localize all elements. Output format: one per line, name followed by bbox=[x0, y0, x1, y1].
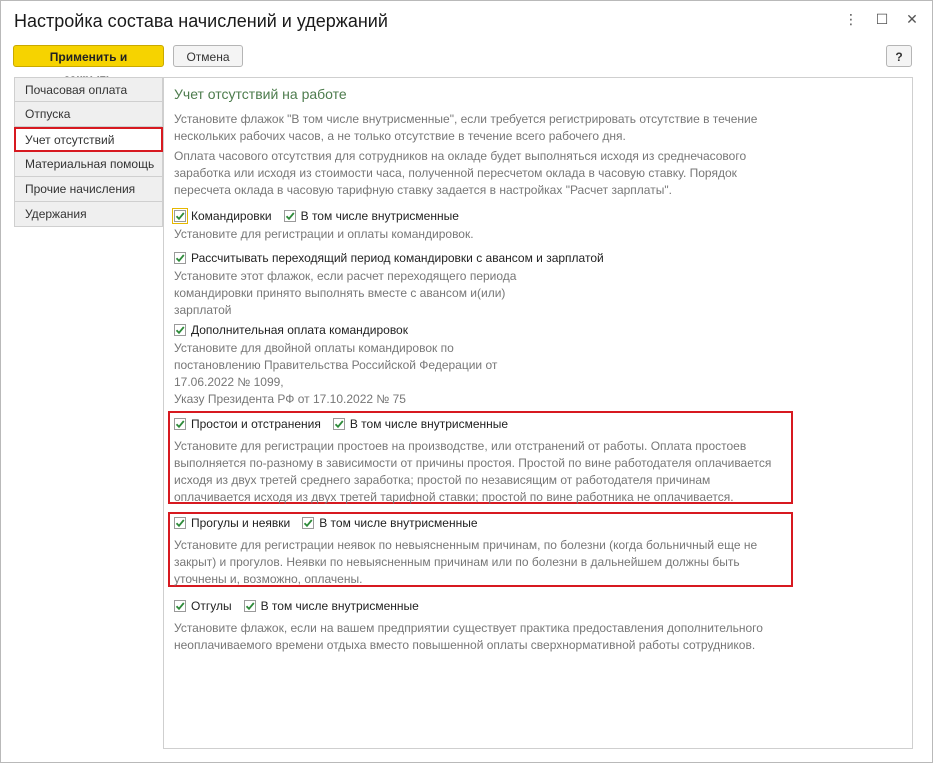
close-icon[interactable]: ✕ bbox=[906, 11, 918, 27]
absences-intrashift-checkbox[interactable] bbox=[302, 517, 314, 529]
intro-line: Оплата часового отсутствия для сотрудников на окладе будет выполняться исходя из среднечасового bbox=[174, 149, 747, 163]
checkmark-icon bbox=[175, 601, 185, 611]
checkmark-icon bbox=[334, 419, 344, 429]
sidebar bbox=[14, 77, 163, 227]
checkmark-icon bbox=[175, 419, 185, 429]
trips-label: Командировки bbox=[191, 209, 272, 223]
transition-description bbox=[174, 268, 516, 319]
timeoff-description bbox=[174, 620, 763, 654]
desc-line: выполняется по-разному в зависимости от причины простоя. Простой по вине работодателя оплачивается bbox=[174, 456, 772, 470]
transition-label: Рассчитывать переходящий период командировки с авансом и зарплатой bbox=[191, 251, 604, 265]
desc-line: Установите для двойной оплаты командировок по bbox=[174, 341, 454, 355]
trips-intrashift-checkbox[interactable] bbox=[284, 210, 296, 222]
extra-pay-description bbox=[174, 340, 497, 408]
timeoff-row bbox=[174, 598, 431, 614]
absences-description bbox=[174, 537, 757, 588]
absences-label: Прогулы и неявки bbox=[191, 516, 291, 530]
downtime-intrashift-label: В том числе внутрисменные bbox=[349, 417, 509, 431]
desc-line: оплачивается исходя из двух третей тарифной ставки; простой по вине работника не оплачивается. bbox=[174, 490, 734, 504]
more-icon[interactable]: ⋮ bbox=[844, 11, 858, 27]
downtime-row bbox=[174, 416, 520, 432]
trips-intrashift-label: В том числе внутрисменные bbox=[300, 209, 459, 223]
maximize-icon[interactable]: ☐ bbox=[875, 11, 889, 27]
help-button[interactable]: ? bbox=[886, 45, 912, 67]
desc-line: зарплатой bbox=[174, 303, 232, 317]
checkmark-icon bbox=[175, 518, 185, 528]
transition-row bbox=[174, 250, 616, 266]
sidebar-item-vacations[interactable]: Отпуска bbox=[14, 102, 163, 127]
absences-intrashift-label: В том числе внутрисменные bbox=[319, 516, 478, 530]
sidebar-item-absences[interactable]: Учет отсутствий bbox=[14, 127, 163, 152]
sidebar-item-financial-aid[interactable]: Материальная помощь bbox=[14, 152, 163, 177]
trips-row bbox=[174, 208, 471, 224]
intro-text-1 bbox=[174, 111, 757, 145]
checkmark-icon bbox=[175, 325, 185, 335]
desc-line: закрыт) и прогулов. Неявки по невыясненным причинам или по болезни в дальнейшем должны быть bbox=[174, 555, 740, 569]
absences-checkbox[interactable] bbox=[174, 517, 186, 529]
window-title: Настройка состава начислений и удержаний bbox=[14, 11, 388, 31]
sidebar-item-deductions[interactable]: Удержания bbox=[14, 202, 163, 227]
intro-line: Установите флажок "В том числе внутрисменные", если требуется регистрировать отсутствие в течение bbox=[174, 112, 758, 126]
cancel-button[interactable]: Отмена bbox=[173, 45, 243, 67]
absences-row bbox=[174, 515, 490, 531]
extra-pay-row bbox=[174, 322, 420, 338]
trips-description: Установите для регистрации и оплаты командировок. bbox=[174, 227, 474, 241]
timeoff-label: Отгулы bbox=[191, 599, 232, 613]
checkmark-icon bbox=[285, 211, 295, 221]
downtime-checkbox[interactable] bbox=[174, 418, 186, 430]
timeoff-checkbox[interactable] bbox=[174, 600, 186, 612]
extra-pay-label: Дополнительная оплата командировок bbox=[191, 323, 408, 337]
settings-panel bbox=[163, 77, 913, 749]
timeoff-intrashift-checkbox[interactable] bbox=[244, 600, 256, 612]
sidebar-item-hourly-pay[interactable]: Почасовая оплата bbox=[14, 77, 163, 102]
transition-checkbox[interactable] bbox=[174, 252, 186, 264]
section-title: Учет отсутствий на работе bbox=[174, 86, 347, 102]
desc-line: уточнены и, возможно, оплачены. bbox=[174, 572, 363, 586]
downtime-intrashift-checkbox[interactable] bbox=[333, 418, 345, 430]
desc-line: Установите для регистрации простоев на производстве, или отстранений от работы. Оплата простоев bbox=[174, 439, 747, 453]
desc-line: Установите этот флажок, если расчет переходящего периода bbox=[174, 269, 517, 283]
intro-line: заработка или исходя из стоимости часа, полученной пересчетом оклада в часовую ставку. Порядок bbox=[174, 166, 737, 180]
desc-line: 17.06.2022 № 1099, bbox=[174, 375, 284, 389]
desc-line: Установите для регистрации неявок по невыясненным причинам, по болезни (когда больничный еще не bbox=[174, 538, 758, 552]
timeoff-intrashift-label: В том числе внутрисменные bbox=[260, 599, 419, 613]
desc-line: исходя из двух третей среднего заработка; простой по независящим от работодателя причинам bbox=[174, 473, 711, 487]
downtime-description bbox=[174, 438, 771, 506]
apply-and-close-button[interactable]: Применить и bbox=[13, 45, 164, 67]
checkmark-icon bbox=[245, 601, 255, 611]
intro-line: пересчета оклада в часовую тарифную ставку задается в настройках "Расчет зарплаты". bbox=[174, 183, 672, 197]
desc-line: Указу Президента РФ от 17.10.2022 № 75 bbox=[174, 392, 406, 406]
intro-text-2 bbox=[174, 148, 746, 199]
sidebar-item-other-accruals[interactable]: Прочие начисления bbox=[14, 177, 163, 202]
desc-line: постановлению Правительства Российской Федерации от bbox=[174, 358, 498, 372]
downtime-label: Простои и отстранения bbox=[191, 417, 321, 431]
intro-line: нескольких рабочих часов, а не только отсутствие в течение всего рабочего дня. bbox=[174, 129, 626, 143]
desc-line: неоплачиваемого времени отдыха вместо повышенной оплаты сверхнормативной работы сотрудников. bbox=[174, 638, 756, 652]
trips-checkbox[interactable] bbox=[174, 210, 186, 222]
desc-line: командировки принято выполнять вместе с авансом и(или) bbox=[174, 286, 506, 300]
desc-line: Установите флажок, если на вашем предприятии существует практика предоставления дополнительного bbox=[174, 621, 763, 635]
checkmark-icon bbox=[175, 253, 185, 263]
checkmark-icon bbox=[303, 518, 313, 528]
extra-pay-checkbox[interactable] bbox=[174, 324, 186, 336]
checkmark-icon bbox=[175, 211, 185, 221]
